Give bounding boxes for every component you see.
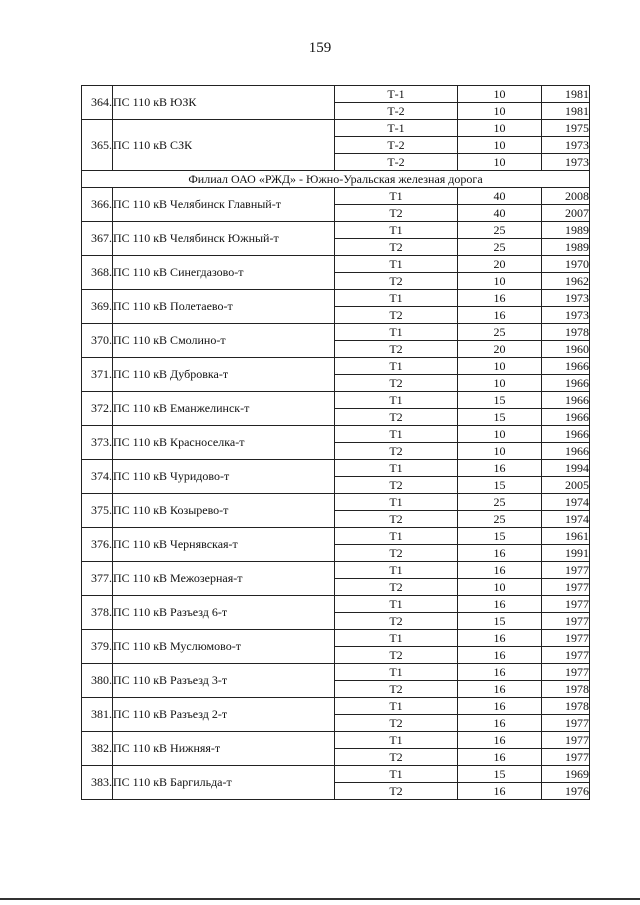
transformer-cell: Т1 <box>335 630 458 647</box>
year-cell: 1961 <box>542 528 590 545</box>
row-number: 372. <box>82 392 113 426</box>
year-cell: 1981 <box>542 86 590 103</box>
substation-name: ПС 110 кВ СЗК <box>113 120 335 171</box>
table-row <box>82 766 590 783</box>
year-cell: 1978 <box>542 681 590 698</box>
year-cell: 2007 <box>542 205 590 222</box>
transformer-cell: Т-1 <box>335 86 458 103</box>
transformer-cell: Т1 <box>335 562 458 579</box>
year-cell: 1974 <box>542 511 590 528</box>
power-cell: 16 <box>458 545 542 562</box>
transformer-cell: Т2 <box>335 511 458 528</box>
row-number: 375. <box>82 494 113 528</box>
power-cell: 10 <box>458 579 542 596</box>
year-cell: 1989 <box>542 222 590 239</box>
year-cell: 1976 <box>542 783 590 800</box>
transformer-cell: Т1 <box>335 324 458 341</box>
power-cell: 16 <box>458 562 542 579</box>
transformer-cell: Т2 <box>335 239 458 256</box>
transformer-cell: Т2 <box>335 205 458 222</box>
transformer-cell: Т2 <box>335 341 458 358</box>
transformer-cell: Т-2 <box>335 154 458 171</box>
transformer-cell: Т1 <box>335 460 458 477</box>
transformer-cell: Т1 <box>335 698 458 715</box>
year-cell: 1966 <box>542 392 590 409</box>
transformer-cell: Т2 <box>335 375 458 392</box>
row-number: 368. <box>82 256 113 290</box>
transformer-cell: Т1 <box>335 664 458 681</box>
row-number: 366. <box>82 188 113 222</box>
transformer-cell: Т2 <box>335 647 458 664</box>
table-row <box>82 324 590 341</box>
substation-name: ПС 110 кВ Челябинск Южный-т <box>113 222 335 256</box>
substation-name: ПС 110 кВ Красноселка-т <box>113 426 335 460</box>
power-cell: 25 <box>458 222 542 239</box>
power-cell: 25 <box>458 494 542 511</box>
substation-name: ПС 110 кВ Смолино-т <box>113 324 335 358</box>
power-cell: 15 <box>458 477 542 494</box>
transformer-cell: Т2 <box>335 613 458 630</box>
substation-name: ПС 110 кВ Полетаево-т <box>113 290 335 324</box>
substation-name: ПС 110 кВ Муслюмово-т <box>113 630 335 664</box>
row-number: 364. <box>82 86 113 120</box>
row-number: 370. <box>82 324 113 358</box>
power-cell: 10 <box>458 358 542 375</box>
year-cell: 1970 <box>542 256 590 273</box>
table-body <box>82 86 590 800</box>
power-cell: 10 <box>458 426 542 443</box>
transformer-cell: Т2 <box>335 273 458 290</box>
power-cell: 16 <box>458 664 542 681</box>
year-cell: 1966 <box>542 409 590 426</box>
year-cell: 1977 <box>542 749 590 766</box>
power-cell: 10 <box>458 120 542 137</box>
section-title: Филиал ОАО «РЖД» - Южно-Уральская железная дорога <box>82 171 590 188</box>
table-row <box>82 86 590 103</box>
power-cell: 25 <box>458 324 542 341</box>
table-row <box>82 698 590 715</box>
power-cell: 10 <box>458 86 542 103</box>
table-row <box>82 460 590 477</box>
year-cell: 1989 <box>542 239 590 256</box>
year-cell: 1978 <box>542 324 590 341</box>
year-cell: 1977 <box>542 630 590 647</box>
row-number: 378. <box>82 596 113 630</box>
power-cell: 16 <box>458 596 542 613</box>
transformer-cell: Т2 <box>335 715 458 732</box>
transformer-cell: Т-1 <box>335 120 458 137</box>
year-cell: 1966 <box>542 375 590 392</box>
power-cell: 16 <box>458 307 542 324</box>
row-number: 371. <box>82 358 113 392</box>
year-cell: 1977 <box>542 715 590 732</box>
table-row <box>82 290 590 307</box>
table-row <box>82 596 590 613</box>
transformer-cell: Т2 <box>335 307 458 324</box>
table-row <box>82 256 590 273</box>
row-number: 365. <box>82 120 113 171</box>
row-number: 379. <box>82 630 113 664</box>
transformer-cell: Т1 <box>335 222 458 239</box>
year-cell: 1977 <box>542 562 590 579</box>
year-cell: 2005 <box>542 477 590 494</box>
year-cell: 1977 <box>542 579 590 596</box>
year-cell: 1969 <box>542 766 590 783</box>
power-cell: 10 <box>458 137 542 154</box>
table-row <box>82 222 590 239</box>
row-number: 373. <box>82 426 113 460</box>
transformer-cell: Т1 <box>335 358 458 375</box>
power-cell: 15 <box>458 409 542 426</box>
row-number: 381. <box>82 698 113 732</box>
row-number: 382. <box>82 732 113 766</box>
transformer-cell: Т-2 <box>335 137 458 154</box>
transformer-cell: Т1 <box>335 528 458 545</box>
substation-name: ПС 110 кВ Разъезд 3-т <box>113 664 335 698</box>
transformer-cell: Т1 <box>335 392 458 409</box>
row-number: 377. <box>82 562 113 596</box>
transformer-cell: Т2 <box>335 681 458 698</box>
transformer-cell: Т1 <box>335 494 458 511</box>
power-cell: 25 <box>458 239 542 256</box>
year-cell: 1960 <box>542 341 590 358</box>
table-row <box>82 630 590 647</box>
transformer-cell: Т1 <box>335 596 458 613</box>
power-cell: 10 <box>458 154 542 171</box>
year-cell: 1973 <box>542 290 590 307</box>
power-cell: 25 <box>458 511 542 528</box>
transformer-cell: Т1 <box>335 426 458 443</box>
power-cell: 20 <box>458 341 542 358</box>
year-cell: 1973 <box>542 154 590 171</box>
power-cell: 15 <box>458 613 542 630</box>
power-cell: 10 <box>458 375 542 392</box>
table-row <box>82 188 590 205</box>
power-cell: 16 <box>458 783 542 800</box>
year-cell: 1966 <box>542 426 590 443</box>
power-cell: 16 <box>458 290 542 307</box>
power-cell: 10 <box>458 103 542 120</box>
transformer-cell: Т1 <box>335 732 458 749</box>
power-cell: 10 <box>458 443 542 460</box>
transformer-cell: Т1 <box>335 766 458 783</box>
power-cell: 15 <box>458 528 542 545</box>
year-cell: 1981 <box>542 103 590 120</box>
substation-name: ПС 110 кВ ЮЗК <box>113 86 335 120</box>
table-row <box>82 664 590 681</box>
substation-name: ПС 110 кВ Чернявская-т <box>113 528 335 562</box>
power-cell: 16 <box>458 647 542 664</box>
power-cell: 16 <box>458 749 542 766</box>
table-row <box>82 426 590 443</box>
year-cell: 1977 <box>542 647 590 664</box>
year-cell: 1977 <box>542 613 590 630</box>
substation-name: ПС 110 кВ Дубровка-т <box>113 358 335 392</box>
transformer-cell: Т1 <box>335 290 458 307</box>
substation-name: ПС 110 кВ Козырево-т <box>113 494 335 528</box>
power-cell: 16 <box>458 681 542 698</box>
row-number: 380. <box>82 664 113 698</box>
substation-name: ПС 110 кВ Межозерная-т <box>113 562 335 596</box>
transformer-cell: Т2 <box>335 409 458 426</box>
year-cell: 1977 <box>542 732 590 749</box>
row-number: 383. <box>82 766 113 800</box>
substation-name: ПС 110 кВ Разъезд 2-т <box>113 698 335 732</box>
page-bottom-rule <box>0 898 640 900</box>
year-cell: 1977 <box>542 596 590 613</box>
transformer-cell: Т2 <box>335 545 458 562</box>
substation-name: ПС 110 кВ Еманжелинск-т <box>113 392 335 426</box>
power-cell: 16 <box>458 630 542 647</box>
power-cell: 40 <box>458 205 542 222</box>
substation-name: ПС 110 кВ Челябинск Главный-т <box>113 188 335 222</box>
transformer-cell: Т2 <box>335 443 458 460</box>
power-cell: 15 <box>458 392 542 409</box>
transformer-cell: Т2 <box>335 783 458 800</box>
table-row <box>82 528 590 545</box>
year-cell: 1974 <box>542 494 590 511</box>
power-cell: 40 <box>458 188 542 205</box>
transformer-cell: Т2 <box>335 477 458 494</box>
substation-name: ПС 110 кВ Баргильда-т <box>113 766 335 800</box>
transformer-cell: Т-2 <box>335 103 458 120</box>
table-row <box>82 562 590 579</box>
transformer-cell: Т1 <box>335 256 458 273</box>
table-row <box>82 392 590 409</box>
year-cell: 1975 <box>542 120 590 137</box>
substation-table <box>81 85 590 800</box>
row-number: 369. <box>82 290 113 324</box>
power-cell: 16 <box>458 715 542 732</box>
year-cell: 1973 <box>542 137 590 154</box>
row-number: 367. <box>82 222 113 256</box>
substation-name: ПС 110 кВ Нижняя-т <box>113 732 335 766</box>
row-number: 374. <box>82 460 113 494</box>
year-cell: 1973 <box>542 307 590 324</box>
year-cell: 2008 <box>542 188 590 205</box>
substation-name: ПС 110 кВ Чуридово-т <box>113 460 335 494</box>
substation-name: ПС 110 кВ Разъезд 6-т <box>113 596 335 630</box>
table-row <box>82 732 590 749</box>
table-row <box>82 358 590 375</box>
power-cell: 20 <box>458 256 542 273</box>
power-cell: 10 <box>458 273 542 290</box>
year-cell: 1977 <box>542 664 590 681</box>
year-cell: 1978 <box>542 698 590 715</box>
table-row <box>82 494 590 511</box>
section-row <box>82 171 590 188</box>
transformer-cell: Т2 <box>335 749 458 766</box>
year-cell: 1962 <box>542 273 590 290</box>
power-cell: 16 <box>458 460 542 477</box>
power-cell: 15 <box>458 766 542 783</box>
transformer-cell: Т2 <box>335 579 458 596</box>
year-cell: 1966 <box>542 443 590 460</box>
power-cell: 16 <box>458 698 542 715</box>
table-row <box>82 120 590 137</box>
row-number: 376. <box>82 528 113 562</box>
page-number: 159 <box>308 40 332 56</box>
substation-name: ПС 110 кВ Синегдазово-т <box>113 256 335 290</box>
power-cell: 16 <box>458 732 542 749</box>
transformer-cell: Т1 <box>335 188 458 205</box>
year-cell: 1991 <box>542 545 590 562</box>
year-cell: 1966 <box>542 358 590 375</box>
year-cell: 1994 <box>542 460 590 477</box>
